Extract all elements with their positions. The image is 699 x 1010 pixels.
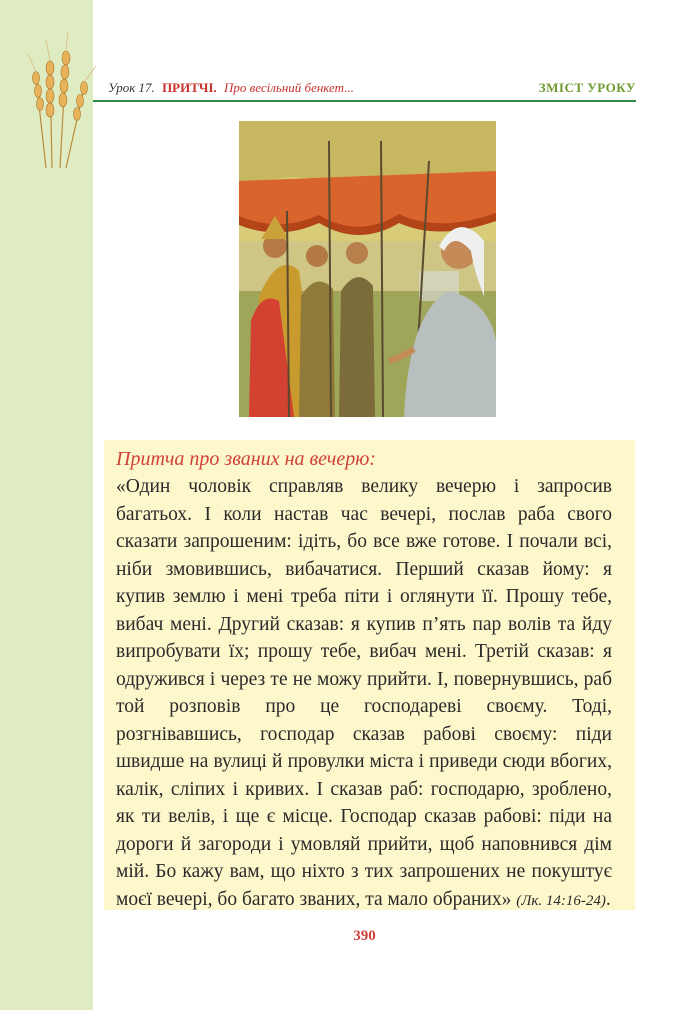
wheat-icon [22, 28, 117, 168]
header-divider [93, 100, 636, 102]
parable-body: «Один чоловік справляв велику вечерю і запросив багатьох. І коли настав час вечері, послав раба свого сказати запрошеним: ідіть, бо все вже готове. І почали всі, ніби змовившись, вибачатися. Перший сказав йому: я купив землю і мені треба піти і оглянути її. Прошу тебе, вибач мені. Другий сказав: я купив п’ять пар волів та йду випробувати їх; прошу тебе, вибач мені. Третій сказав: я одружився і через те не можу прийти. І, повернувшись, раб той розповів про це господареві своєму. Тоді, розгнівавшись, господар сказав рабові своєму: піди швидше на вулиці й провулки міста і приведи сюди вбогих, калік, сліпих і кривих. І сказав раб: господарю, зроблено, як ти велів, і ще є місце. Господар сказав рабові: піди на дороги й загороди і умовляй прийти, щоб наповнився дім мій. Бо кажу вам, що ніхто з тих запрошених не покуштує моєї вечері, бо багато званих, та мало обраних» [116, 476, 612, 910]
parable-text [116, 473, 612, 915]
parable-title: Притча про званих на вечерю: [116, 448, 376, 470]
end-punctuation: . [605, 888, 611, 910]
page-number: 390 [353, 928, 376, 944]
lesson-number: Урок 17. [108, 80, 155, 95]
bible-reference: (Лк. 14:16-24) [516, 892, 606, 909]
contents-link[interactable]: ЗМІСТ УРОКУ [538, 80, 636, 95]
parable-illustration [239, 121, 496, 417]
lesson-subtitle: Про весільний бенкет... [224, 80, 354, 95]
running-header [108, 80, 354, 96]
lesson-topic: ПРИТЧІ. [162, 80, 217, 95]
